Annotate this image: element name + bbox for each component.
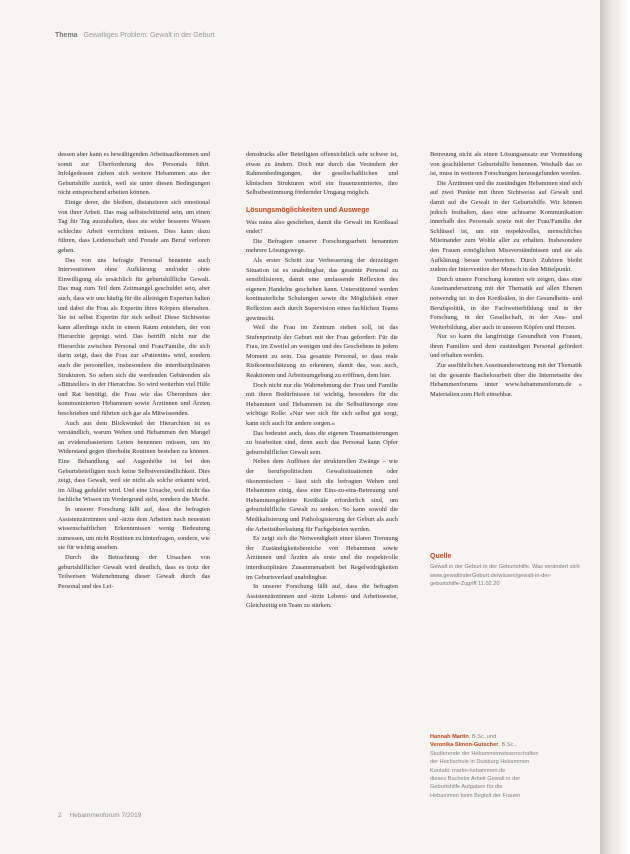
- section-heading: Lösungsmöglichkeiten und Auswege: [246, 206, 370, 214]
- paragraph: Das bedeutet auch, dass die eigenen Traumatisierungen zu bearbeiten sind, denn auch das Personal kann Opfer geburtshilflicher Gewalt sein.: [246, 429, 398, 456]
- text-column-2: [246, 150, 398, 611]
- paragraph: Zur ausführlichen Auseinandersetzung mit der Thematik ist die gesamte Bachelorarbeit über die Internetseite des Hebammenforums unter www.hebammenforum.de » Materialien zum Heft einsehbar.: [430, 362, 582, 398]
- author-line: der Hochschule in Duisburg Hebammen: [430, 759, 530, 766]
- author-line: dieses Bachelor Arbeit Gewalt in der: [430, 776, 521, 783]
- paragraph: Die Befragten unserer Forschungsarbeit benannten mehrere Lösungswege.: [246, 237, 398, 255]
- paragraph: Die Ärztinnen und die zuständigen Hebammen sind sich auf zwei Punkte mit ihren Sichtweise auf Gewalt und damit auf die Gewalt in der Geburtshilfe. Wir können jedoch festhalten, dass eine achtsame Kommunikation innerhalb des Personals sowie mit der Frau/Familie der Schlüssel ist, um ein respektvolles, menschliches Miteinander zum Wohle aller zu erhalten. Insbesondere den Frauen ermöglichen Missverständnissen und sie als Aufklärung besser vorbereiten. Durch Zuhören bleibt zudem der Intervention der Mensch in den Mittelpunkt.: [430, 179, 582, 274]
- author-role-2: , B.Sc.,: [498, 742, 517, 749]
- paragraph: Als erster Schritt zur Verbesserung der derzeitigen Situation ist es unabdingbar, das gesamte Personal zu sensibilisieren, damit eine umfassende Reflexion des eigenen Handelns geschehen kann. Unterstützend werden kontinuierliche Schulungen sowie die Möglichkeit einer Reflexion auch durch Supervision eines fachlichen Teams gewünscht.: [246, 256, 398, 322]
- author-line: Geburtshilfe Aufgaben für die: [430, 784, 503, 791]
- paragraph: In unserer Forschung fällt auf, dass die befragten Assistenzärztinnen und -ärzte dem Arbeiten nach neuesten wissenschaftlichen Erkenntnissen wenig Bedeutung zumessen, um nicht Routinen zu hinterfragen, sondern, wie sie für wichtig ansehen.: [58, 505, 210, 552]
- paragraph: Betreuung nicht als einen Lösungsansatz zur Vermeidung von geschilderter Geburtshilfe benennen. Weshalb das so ist, muss in weiteren Forschungen herausgefunden werden.: [430, 151, 582, 178]
- paragraph: Doch nicht nur die Wahrnehmung der Frau und Familie mit ihren Bedürfnissen ist wichtig, besonders für die Hebammen und Hebammen ist die Selbstfürsorge eine wichtige Rolle: »Nur wer sich für sich selbst gut sorgt, kann sich auch für andere sorgen.«: [246, 381, 398, 428]
- author-info: [430, 733, 582, 800]
- running-header: [55, 32, 560, 39]
- source-label: Quelle: [430, 553, 452, 560]
- header-subtitle: Gewaltiges Problem: Gewalt in der Geburt: [83, 32, 215, 39]
- publication-name: Hebammenforum 7/2019: [69, 812, 142, 819]
- paragraph: Neben dem Auflösen der strukturellen Zwänge – wie der berufspolitischen Gewaltsituationen oder ökonomischen – lässt sich die befragten Wehen und Hebammen einig, dass eine Eins-zu-eins-Betreuung und Hebammengeleitete Kreißsäle erforderlich sind, um geburtshilfliche Gewalt zu senken. So kann sowohl die Medikalisierung und Pathologisierung der Geburt als auch die Arbeitsüberlastung für Fachgebieten werden.: [246, 458, 398, 533]
- paragraph: Auch aus dem Blickwinkel der Hierarchien ist es verständlich, warum Wehen und Hebammen den Mangel an evidenzbasiertem Leiten benennen müssen, um im Widerstand gegen überholte Routinen bestehen zu können. Eine Behandlung auf Augenhöhe ist bei den Geburtsbeteiligten noch keine Selbstverständlichkeit. Dies zeigt, dass Gewalt, weil sie nicht als solche erkannt wird, im Alltag geduldet wird. Und eine Ursache, weil nicht das fachliche Wissen im Vordergrund steht, sondern die Macht.: [58, 419, 210, 504]
- paragraph: Einige derer, die bleiben, distanzieren sich emotional von ihrer Arbeit. Das mag selbstschützend sein, um einen Tag für Tag auszuhalten, dass sie wider besseres Wissen schlechte Arbeit verrichten müssen. Dies kann dazu führen, dass Leidenschaft und Freude am Beruf verloren gehen.: [58, 198, 210, 254]
- page-spine: [600, 0, 630, 854]
- paragraph: dessen aber kann es bewältigenden Arbeitsaufkommen und somit zur Überforderung des Personals führt. Infolgedessen ziehen sich weitere Hebammen aus der Geburtshilfe zurück, weil sie unter diesen Bedingungen nicht entsprechend arbeiten können.: [58, 151, 210, 197]
- page-footer: [58, 812, 141, 819]
- author-name-1: Hannah Martin: [430, 734, 469, 740]
- author-name-2: Veronika Simon-Gutscher: [430, 742, 499, 749]
- paragraph: Das von uns befragte Personal benannte auch Interventionen ohne Aufklärung und/oder ohne Einwilligung als ursächlich für geburtshilfliche Gewalt. Das mag zum Teil dem Zeitmangel geschuldet sein, aber auch, dass wir uns häufig für die alleinigen Experten halten und dabei die Frau als Expertin ihres Körpers übersehen. Sie ist selbst Expertin für sich selbst! Diese Sichtweise kann allerdings nicht in einem Raum entstehen, der von Hierarchie geprägt wird. Das betrifft nicht nur die Hierarchie zwischen Personal und Frau/Familie, die sich darin zeigt, dass die Frau zur »Patientin« wird, sondern auch die personellen, insbesondere die interdisziplinären Strukturen. So sehen sich die werdenden Gebärenden als »Bittsteller« in der Hierarchie. So wird weiterhin viel Hilfe und Rat benötigt, die Frau wie das Überordnen der kommunizierten Hebammen sowie Ärztinnen und Ärzten beschrieben und führten sich gar als Mitwissenden.: [58, 256, 210, 418]
- text-column-3: [430, 150, 582, 399]
- paragraph: densdrucks aller Beteiligten offensichtlich sehr schwer ist, etwas zu ändern. Doch nur durch das Verändern der Rahmenbedingungen, der gesellschaftlichen und klinischen Strukturen wird ein frauenzentriertes, ihre Selbstbestimmung fördernder Umgang möglich.: [246, 151, 398, 197]
- paragraph: Nur so kann die langfristige Gesundheit von Frauen, ihren Familien und dem zuständigen Personal gefördert und erhalten werden.: [430, 333, 582, 360]
- author-line: Hebammen beim Begleit der Frauen: [430, 792, 521, 799]
- source-text: Gewalt in der Geburt in der Geburtshilfe. Was verändert sich www.gewaltinderGeburt.de/wissen/gewalt-in-der-geburtshilfe-Zugriff 11.02.20: [430, 564, 580, 587]
- paragraph: Was muss also geschehen, damit die Gewalt im Kreißsaal endet?: [246, 218, 398, 236]
- page-number: 2: [58, 812, 62, 819]
- paragraph: Weil die Frau im Zentrum stehen soll, ist das Stufenprinzip der Geburt mit der Frau gefordert: Für die Frau, im Zweifel an wenigen und des Geschehens in jedem Moment zu sein. Das gesamte Personal, so dass reale Risikoeinschätzung zu erkennen, damit das, was auch, Reaktionen und Arbeitsumgebung zu eröffnen, dem hier.: [246, 324, 398, 380]
- author-line: Studierende der Hebammenwissenschaften: [430, 750, 539, 757]
- source-box: [430, 553, 582, 589]
- header-rubric: Thema: [55, 32, 78, 39]
- paragraph: Durch die Betrachtung der Ursachen von geburtshilflicher Gewalt wird deutlich, dass es trotz der Teilweisen Wahrnehmung dieser Gewalt durch das Personal und des Lei-: [58, 553, 210, 590]
- paragraph: In unserer Forschung fällt auf, dass die befragten Assistenzärztinnen und -ärzte Lebens- und Arbeitsweise, Gleichzeitig ein Team zu stärken.: [246, 583, 398, 610]
- author-line: Kontakt: martin-hebammen.de: [430, 767, 506, 774]
- text-column-1: [58, 150, 210, 591]
- paragraph: Durch unsere Forschung konnten wir zeigen, dass eine Auseinandersetzung mit der Thematik auf allen Ebenen notwendig ist: in den Kreißsälen, in der Gesundheits- und Berufspolitik, in der Fachweiterbildung und in der Forschung, in der Gesellschaft, in der Aus- und Weiterbildung, aber auch in unseren Köpfen und Herzen.: [430, 275, 582, 331]
- paragraph: Es zeigt sich die Notwendigkeit einer klaren Trennung der Zuständigkeitsbereiche von Hebammen sowie Ärztinnen und Ärzten als erste und die respektvolle interdisziplinäre Zusammenarbeit bei Regelwidrigkeiten im Geburtsverlauf unabdingbar.: [246, 535, 398, 581]
- author-role-1: , B.Sc. und: [468, 734, 497, 740]
